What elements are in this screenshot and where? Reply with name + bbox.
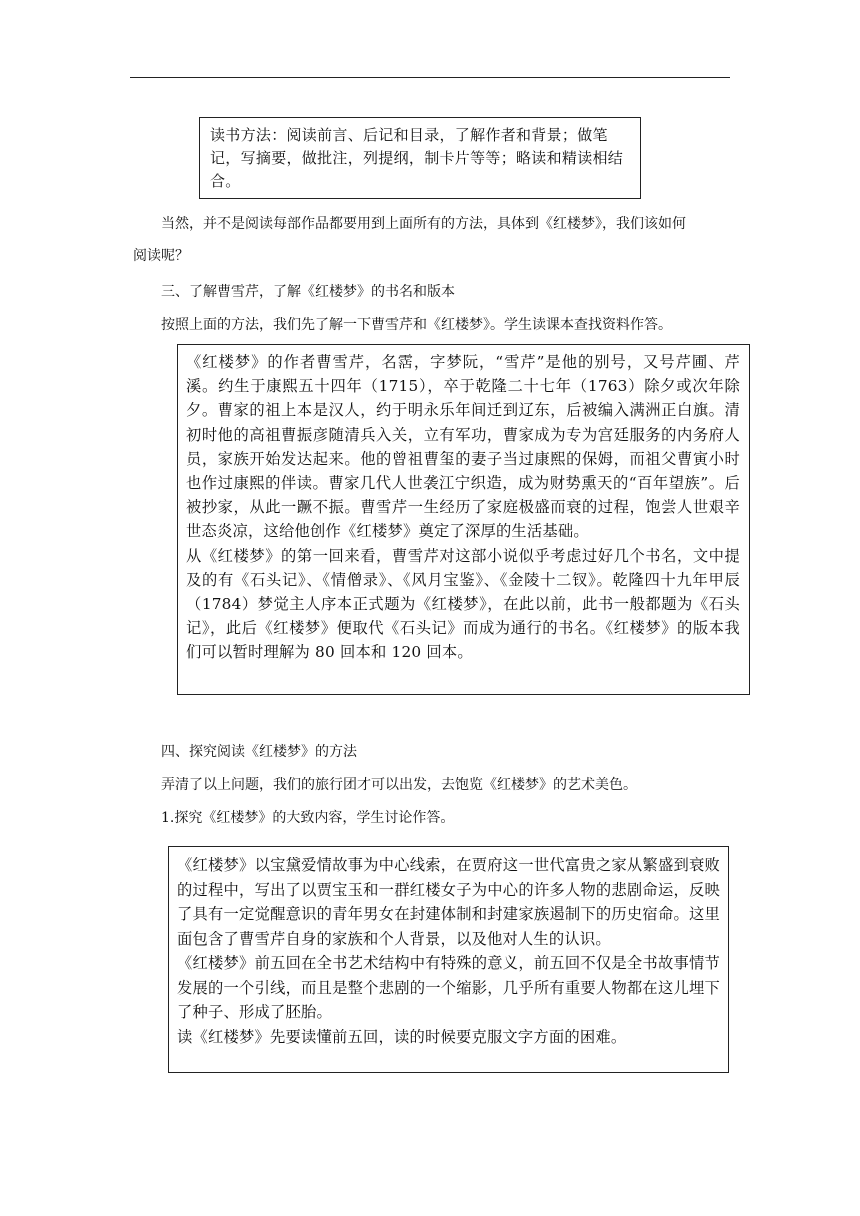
content-summary-paragraph: 《红楼梦》以宝黛爱情故事为中心线索，在贾府这一世代富贵之家从繁盛到衰败的过程中，写出了以贾宝玉和一群红楼女子为中心的许多人物的悲剧命运，反映了具有一定觉醒意识的青年男女在封建体制和封建家族遏制下的历史宿命。这里面包含了曹雪芹自身的家族和个人背景，以及他对人生的认识。: [177, 856, 720, 948]
paragraph-text: 按照上面的方法，我们先了解一下曹雪芹和《红楼梦》。学生读课本查找资料作答。: [161, 317, 672, 333]
first-five-chapters-paragraph: 《红楼梦》前五回在全书艺术结构中有特殊的意义，前五回不仅是全书故事情节发展的一个引线，而且是整个悲剧的一个缩影，几乎所有重要人物都在这儿埋下了种子、形成了胚胎。: [177, 954, 720, 1021]
reading-advice-paragraph: 读《红楼梦》先要读懂前五回，读的时候要克服文字方面的困难。: [177, 1027, 627, 1046]
reading-method-text: 读书方法：阅读前言、后记和目录，了解作者和背景；做笔记，写摘要，做批注，列提纲，制卡片等等；略读和精读相结合。: [210, 126, 624, 190]
content-summary-box: [168, 846, 729, 1073]
section-heading-4: 四、探究阅读《红楼梦》的方法: [161, 744, 357, 760]
paragraph-text: 弄清了以上问题，我们的旅行团才可以出发，去饱览《红楼梦》的艺术美色。: [161, 777, 637, 793]
author-info-box: [177, 344, 750, 695]
reading-method-box: [199, 117, 641, 199]
question-item: 1.探究《红楼梦》的大致内容，学生讨论作答。: [161, 810, 455, 826]
paragraph-line: 当然，并不是阅读每部作品都要用到上面所有的方法，具体到《红楼梦》，我们该如何: [161, 216, 686, 232]
header-rule: [130, 77, 730, 78]
paragraph-line: 阅读呢？: [133, 248, 189, 264]
author-info-paragraph: 《红楼梦》的作者曹雪芹，名霑，字梦阮，“雪芹”是他的别号，又号芹圃、芹溪。约生于康熙五十四年（1715），卒于乾隆二十七年（1763）除夕或次年除夕。曹家的祖上本是汉人，约于明永乐年间迁到辽东，后被编入满洲正白旗。清初时他的高祖曹振彦随清兵入关，立有军功，曹家成为专为宫廷服务的内务府人员，家族开始发达起来。他的曾祖曹玺的妻子当过康熙的保姆，而祖父曹寅小时也作过康熙的伴读。曹家几代人世袭江宁织造，成为财势熏天的“百年望族”。后被抄家，从此一蹶不振。曹雪芹一生经历了家庭极盛而衰的过程，饱尝人世艰辛世态炎凉，这给他创作《红楼梦》奠定了深厚的生活基础。: [186, 353, 740, 541]
title-version-paragraph: 从《红楼梦》的第一回来看，曹雪芹对这部小说似乎考虑过好几个书名，文中提及的有《石头记》、《情僧录》、《风月宝鉴》、《金陵十二钗》。乾隆四十九年甲辰（1784）梦觉主人序本正式题为《红楼梦》，在此以前，此书一般都题为《石头记》，此后《红楼梦》便取代《石头记》而成为通行的书名。《红楼梦》的版本我们可以暂时理解为 80 回本和 120 回本。: [186, 546, 740, 662]
section-heading-3: 三、了解曹雪芹，了解《红楼梦》的书名和版本: [161, 284, 455, 300]
